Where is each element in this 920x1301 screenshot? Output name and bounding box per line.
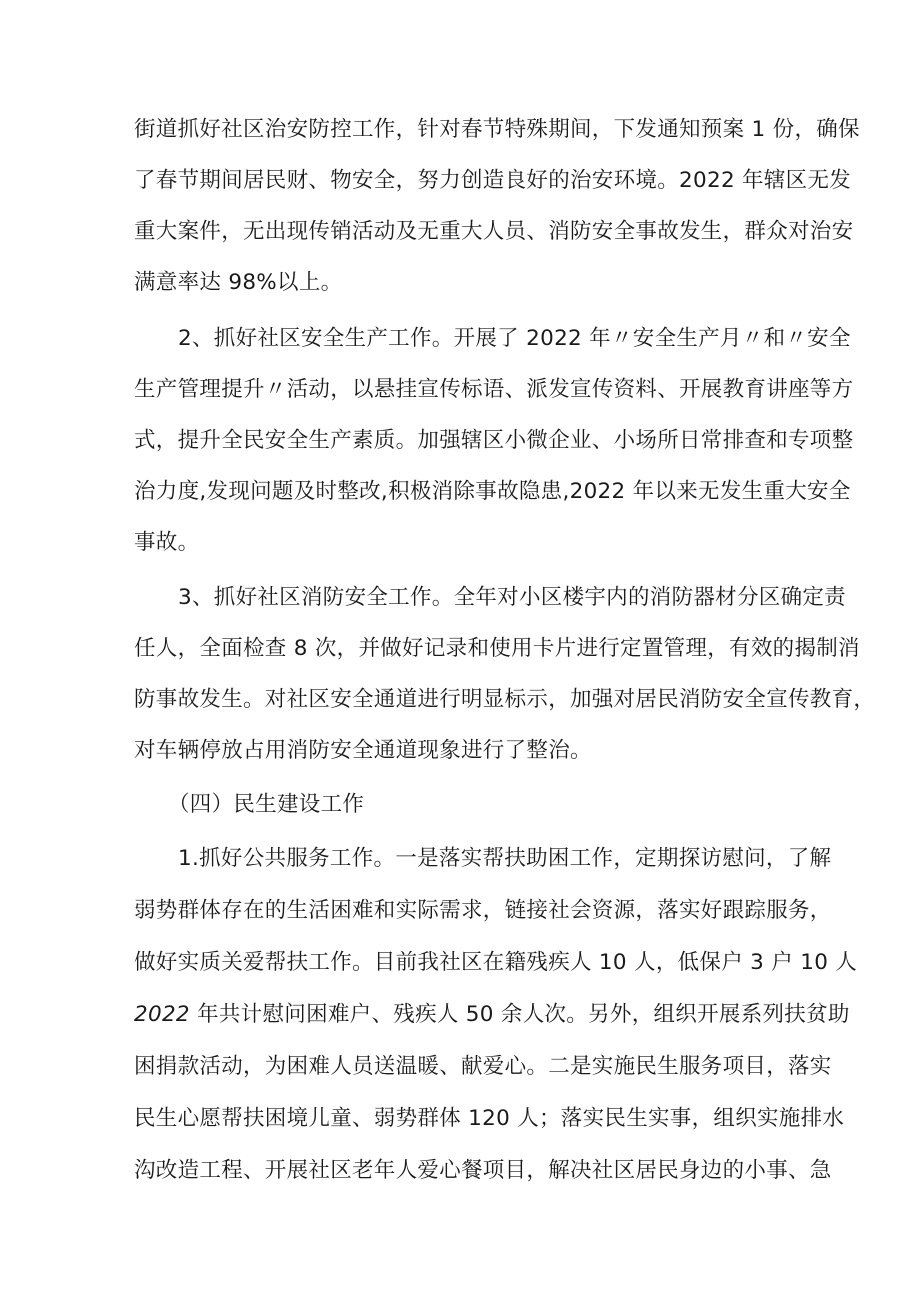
paragraph-4-line-6: 民生心愿帮扶困境儿童、弱势群体 120 人；落实民生实事，组织实施排水 (134, 1106, 845, 1131)
paragraph-4-line-2: 弱势群体存在的生活困难和实际需求，链接社会资源，落实好跟踪服务， (134, 898, 832, 923)
paragraph-4-line-3: 做好实质关爱帮扶工作。目前我社区在籍残疾人 10 人，低保户 3 户 10 人 (134, 950, 858, 975)
paragraph-2-line-4: 治力度,发现问题及时整改,积极消除事故隐患,2022 年以来无发生重大安全 (134, 479, 851, 504)
paragraph-1-line-3: 重大案件，无出现传销活动及无重大人员、消防安全事故发生，群众对治安 (134, 219, 854, 244)
paragraph-3-line-3: 防事故发生。对社区安全通道进行明显标示，加强对居民消防安全宣传教育， (134, 687, 876, 712)
paragraph-3-line-1: 3、抓好社区消防安全工作。全年对小区楼宇内的消防器材分区确定责 (178, 585, 846, 610)
paragraph-4-line-4-rest: 年共计慰问困难户、残疾人 50 余人次。另外，组织开展系列扶贫助 (197, 1002, 850, 1027)
section-heading-4: （四）民生建设工作 (168, 792, 365, 817)
paragraph-4-line-4 (134, 1000, 850, 1030)
paragraph-4-line-1: 1.抓好公共服务工作。一是落实帮扶助困工作，定期探访慰问，了解 (178, 846, 832, 871)
paragraph-1-line-1: 街道抓好社区治安防控工作，针对春节特殊期间，下发通知预案 1 份，确保 (134, 117, 860, 142)
paragraph-2-line-5: 事故。 (134, 530, 200, 555)
paragraph-2-line-2: 生产管理提升〃活动，以悬挂宣传标语、派发宣传资料、开展教育讲座等方 (134, 377, 854, 402)
paragraph-3-line-4: 对车辆停放占用消防安全通道现象进行了整治。 (134, 738, 592, 763)
paragraph-3-line-2: 任人，全面检查 8 次，并做好记录和使用卡片进行定置管理，有效的揭制消 (134, 636, 860, 661)
paragraph-1-line-2: 了春节期间居民财、物安全，努力创造良好的治安环境。2022 年辖区无发 (134, 168, 852, 193)
paragraph-2-line-3: 式，提升全民安全生产素质。加强辖区小微企业、小场所日常排查和专项整 (134, 428, 854, 453)
italic-year: 2022 (134, 1002, 190, 1027)
paragraph-1-line-4: 满意率达 98%以上。 (134, 270, 343, 295)
paragraph-4-line-7: 沟改造工程、开展社区老年人爱心餐项目，解决社区居民身边的小事、急 (134, 1158, 832, 1183)
paragraph-4-line-5: 困捐款活动，为困难人员送温暖、献爱心。二是实施民生服务项目，落实 (134, 1054, 832, 1079)
paragraph-2-line-1: 2、抓好社区安全生产工作。开展了 2022 年〃安全生产月〃和〃安全 (178, 326, 851, 351)
